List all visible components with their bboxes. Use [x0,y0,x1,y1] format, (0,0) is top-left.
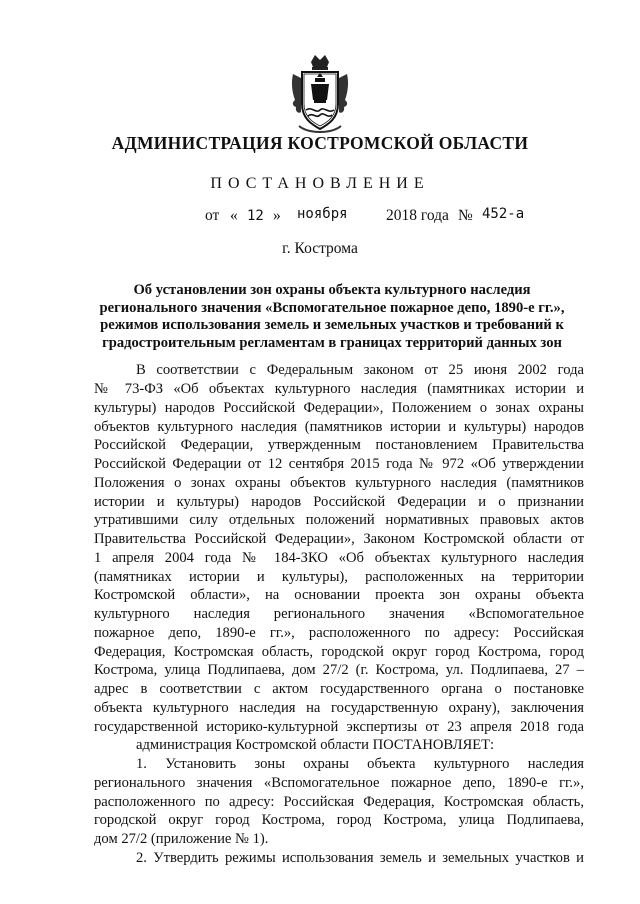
body-line: 1 апреля 2004 года № 184-ЗКО «Об объектах культурного наследия [94,550,584,566]
date-prefix: от [205,207,220,224]
title-line: регионального значения «Вспомогательное пожарное депо, 1890-е гг.», [99,299,565,316]
body-line: государственной историко-культурной экспертизы от 23 апреля 2018 года [94,719,584,735]
body-line: Костромской области», на основании проекта зон охраны объекта [94,587,584,603]
administration-heading: АДМИНИСТРАЦИЯ КОСТРОМСКОЙ ОБЛАСТИ [111,133,529,153]
body-line: адрес в соответствии с актом государственного органа о постановке [94,681,584,697]
number-sign: № [458,207,473,224]
body-line: дом 27/2 (приложение № 1). [94,831,269,847]
document-title [90,282,574,353]
body-line: регионального значения «Вспомогательное пожарное депо, 1890-е гг.», [94,775,584,791]
title-line: режимов использования земель и земельных участков и требований к [100,317,564,334]
date-year: 2018 года [386,207,449,224]
body-line: Российской Федерации от 12 сентября 2015 года № 972 «Об утверждении [94,456,584,472]
body-line: объектов культурного наследия (памятников истории и культуры) народов [94,419,584,435]
body-line: Положения о зонах охраны объектов культурного наследия (памятников [94,475,584,491]
body-line: Кострома, улица Подлипаева, дом 27/2 (г. Кострома, ул. Подлипаева, 27 – [94,662,584,678]
title-line: градостроительным регламентам в границах территорий данных зон [102,335,562,352]
date-month: ноября [297,206,348,222]
body-line: утратившими силу отдельных положений нормативных правовых актов [94,512,584,528]
body-line: расположенного по адресу: Российская Федерация, Костромская область, [94,794,584,810]
body-line: объекта культурного наследия на государственную охрану), заключения [94,700,584,716]
body-line: Правительства Российской Федерации», Законом Костромской области от [94,531,584,547]
coat-of-arms-emblem [287,52,353,136]
body-line: пожарное депо, 1890-е гг.», расположенного по адресу: Российская [94,625,584,641]
body-line: истории и культуры) народов Российской Федерации и о признании [94,494,584,510]
body-line: 1. Установить зоны охраны объекта культурного наследия [136,756,584,772]
title-line: Об установлении зон охраны объекта культурного наследия [133,282,531,298]
body-line: городской округ город Кострома, город Кострома, улица Подлипаева, [94,812,584,828]
body-line: 2. Утвердить режимы использования земель и земельных участков и [136,850,584,866]
body-line: Российской Федерации, утвержденным постановлением Правительства [94,437,584,453]
city: г. Кострома [282,240,358,257]
date-number-line [0,207,640,231]
date-day: 12 [247,208,264,224]
open-quote: « [230,207,238,224]
body-line: № 73-ФЗ «Об объектах культурного наследия (памятниках истории и [94,381,584,397]
document-type: ПОСТАНОВЛЕНИЕ [210,175,430,192]
body-line: культурного наследия регионального значения «Вспомогательное [94,606,584,622]
body-line: культуры) народов Российской Федерации», Положением о зонах охраны [94,400,584,416]
document-number: 452-а [482,206,525,222]
body-line: администрация Костромской области ПОСТАНОВЛЯЕТ: [136,737,495,753]
body-line: Федерация, Костромская область, городской округ город Кострома, город [94,644,584,660]
close-quote: » [273,207,281,224]
body-line: (памятниках истории и культуры), расположенных на территории [94,569,584,585]
body-line: В соответствии с Федеральным законом от 25 июня 2002 года [136,362,584,378]
